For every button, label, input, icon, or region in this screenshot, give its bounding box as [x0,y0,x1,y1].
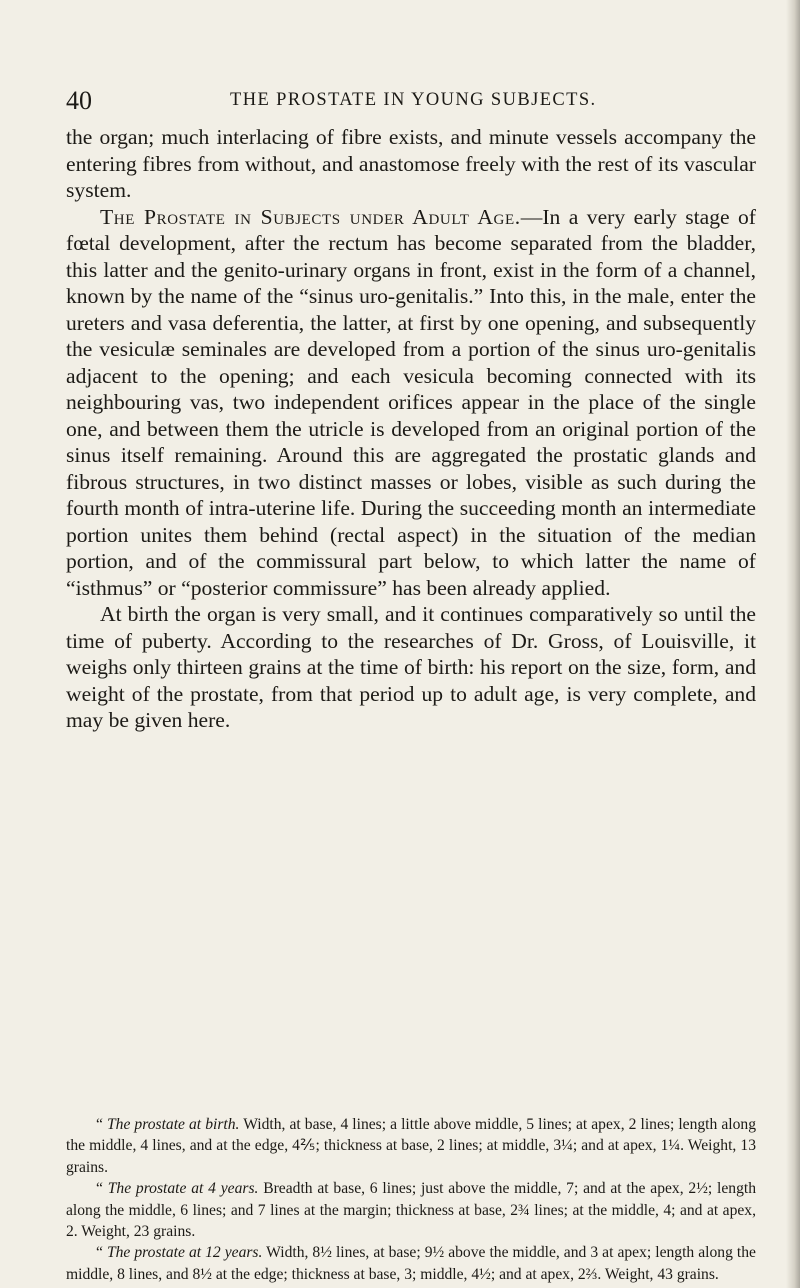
page-number: 40 [66,86,92,115]
footnote-birth-title: The prostate at birth. [106,1116,240,1133]
paragraph-3: At birth the organ is very small, and it continues comparatively so until the time of puberty. According to the researches of Dr. Gross, of Louisville, it weighs only thirteen grains at the time of birth: his report on the size, form, and weight of the prostate, from that period up to adult age, is very complete, and may be given here. [66,602,756,732]
footnote-12-years-title: The prostate at 12 years. [106,1244,263,1262]
footnote-birth: “ The prostate at birth. Width, at base, 4 lines; a little above middle, 5 lines; at apex, 2 lines; length along the middle, 4 lines, and at the edge, 4⅖; thickness at base, 2 lines; at middle, 3¼; and at apex, 1¼. Weight, 13 grains. [66,1116,757,1176]
paragraph-1: the organ; much interlacing of fibre exists, and minute vessels accompany the entering fibres from without, and anastomose freely with the rest of its vascular system. [66,125,756,202]
paragraph-2 [66,204,756,602]
footnote-12-years-text: Width, 8½ lines, at base; 9½ above the middle, and 3 at apex; length along the middle, 8 lines, and 8½ at the edge; thickness at base, 3; middle, 4½; and at apex, 2⅔. Weight, 43 grains. [66,1244,756,1283]
page-edge-shadow [786,0,800,1288]
running-title: THE PROSTATE IN YOUNG SUBJECTS. [230,90,597,110]
footnotes [66,1114,756,1285]
footnote-birth-text: Width, at base, 4 lines; a little above middle, 5 lines; at apex, 2 lines; length along the middle, 4 lines, and at the edge, 4⅖; thickness at base, 2 lines; at middle, 3¼; and at apex, 1¼. Weight, 13 grains. [66,1116,757,1176]
paragraph-2-text: —In a very early stage of fœtal development, after the rectum has become separated from the bladder, this latter and the genito-urinary organs in front, exist in the form of a channel, known by the name of the “sinus uro-genitalis.” Into this, in the male, enter the ureters and vasa deferentia, the latter, at first by one opening, and subsequently the vesiculæ seminales are developed from a portion of the sinus uro-genitalis adjacent to the opening; and each vesicula becoming connected with its neighbouring vas, two independent orifices appear in the place of the single one, and between them the utricle is developed from an original portion of the sinus itself remaining. Around this are aggregated the prostatic glands and fibrous structures, in two distinct masses or lobes, visible as such during the fourth month of intra-uterine life. During the succeeding month an intermediate portion unites them behind (rectal aspect) in the situation of the median portion, and of the commissural part below, to which latter the name of “isthmus” or “posterior commissure” has been already applied. [66,204,757,600]
footnote-4-years-text: Breadth at base, 6 lines; just above the middle, 7; and at the apex, 2½; length along the middle, 6 lines; and 7 lines at the margin; thickness at base, 2¾ lines; at the middle, 4; and at apex, 2. Weight, 23 grains. [66,1180,756,1241]
footnote-12-years: “ The prostate at 12 years. Width, 8½ lines, at base; 9½ above the middle, and 3 at apex; length along the middle, 8 lines, and 8½ at the edge; thickness at base, 3; middle, 4½; and at apex, 2⅔. Weight, 43 grains. [66,1244,756,1283]
footnote-4-years-title: The prostate at 4 years. [107,1180,259,1198]
footnote-4-years: “ The prostate at 4 years. Breadth at base, 6 lines; just above the middle, 7; and at the apex, 2½; length along the middle, 6 lines; and 7 lines at the margin; thickness at base, 2¾ lines; at the middle, 4; and at apex, 2. Weight, 23 grains. [66,1180,756,1241]
section-heading: The Prostate in Subjects under Adult Age. [100,204,521,229]
body-text [66,124,756,734]
page-header [66,86,756,116]
